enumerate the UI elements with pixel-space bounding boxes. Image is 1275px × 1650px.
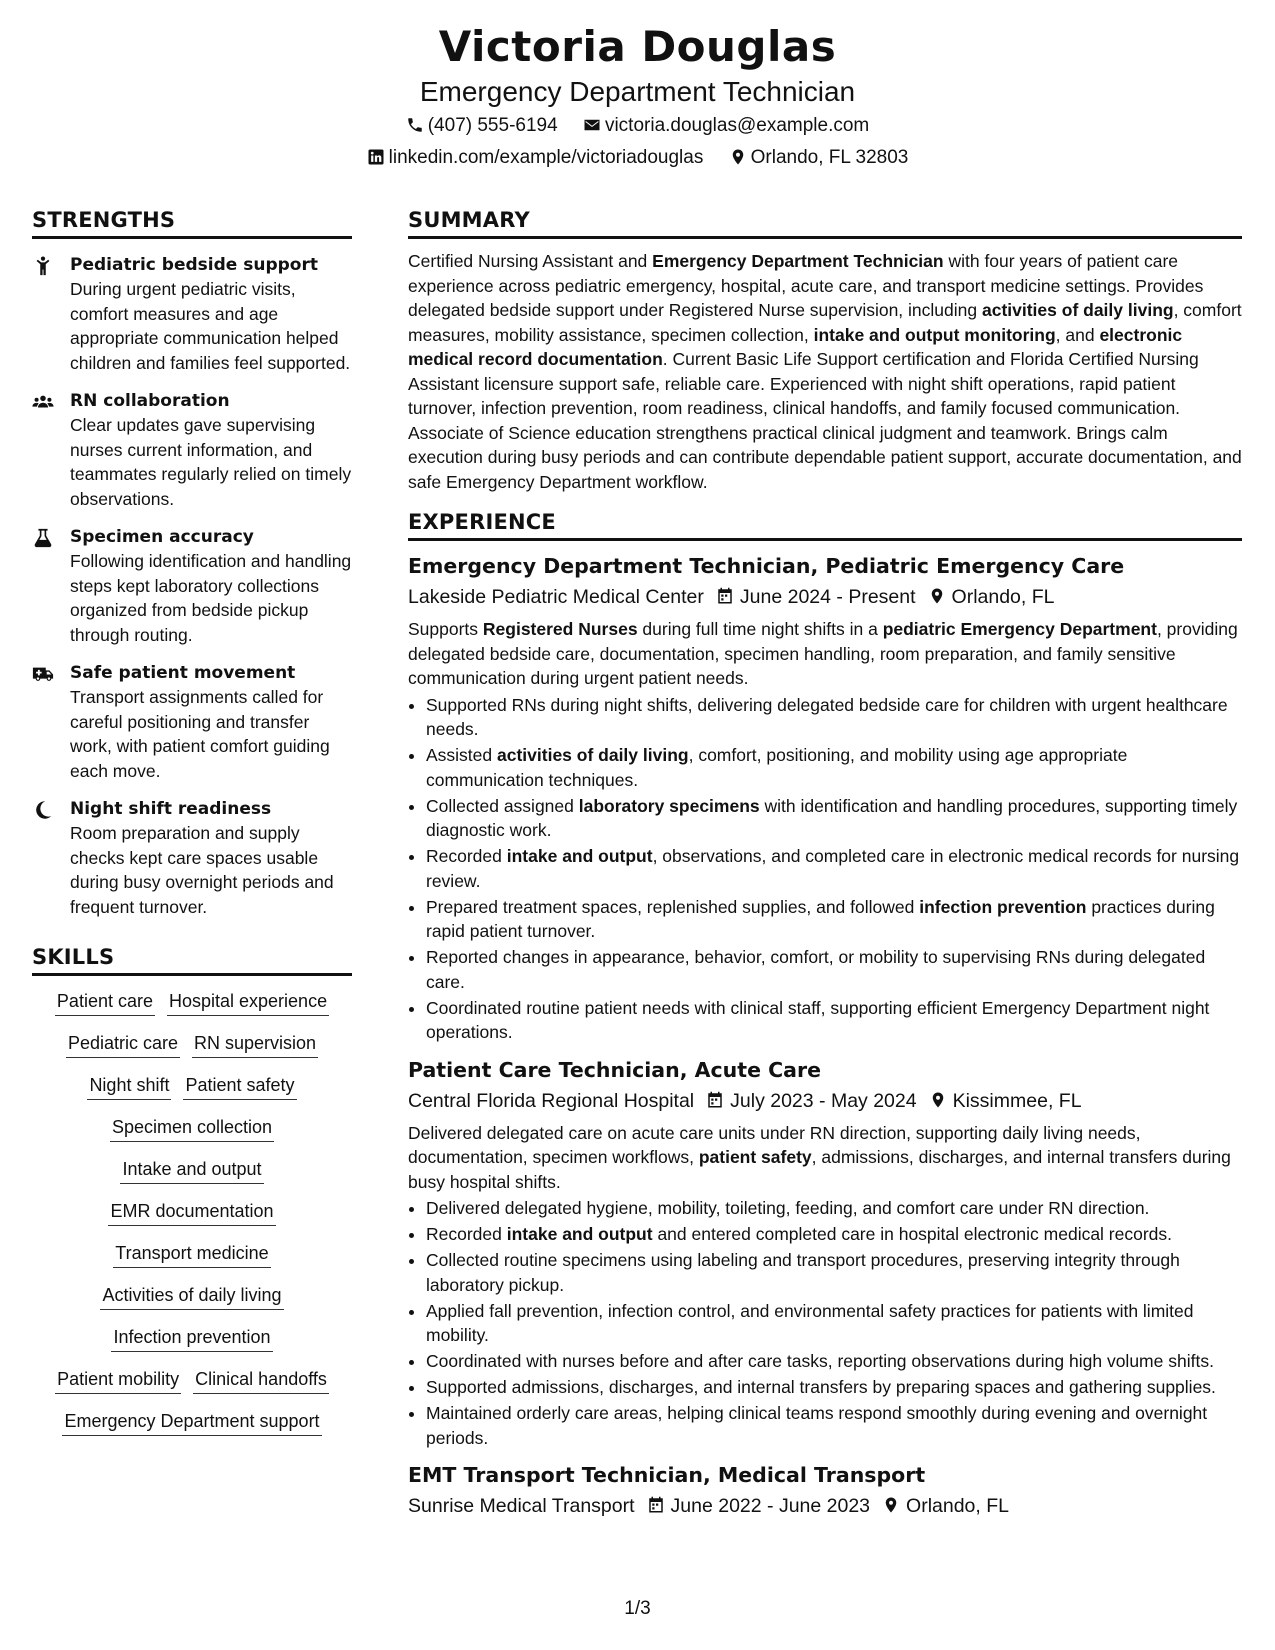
job-title: Patient Care Technician, Acute Care [408, 1057, 822, 1082]
job-description: Supports Registered Nurses during full time night shifts in a pediatric Emergency Department, providing delegated bedside care, documentation, specimen handling, room preparation, and family sensitive communication during urgent patient needs. [408, 619, 1238, 688]
strength-heading: Safe patient movement [70, 663, 296, 683]
bullet-item: • Recorded intake and output, observations, and completed care in electronic medical records for nursing review. [426, 844, 1242, 893]
job-bullets [408, 693, 1242, 1045]
job-employer: Sunrise Medical Transport [408, 1495, 635, 1517]
job-location: Kissimmee, FL [952, 1089, 1082, 1112]
job-title: EMT Transport Technician, Medical Transport [408, 1463, 926, 1487]
skill-tag: Activities of daily living [100, 1282, 283, 1310]
moon-icon [32, 799, 54, 821]
job-location: Orlando, FL [951, 586, 1055, 608]
bullet-item: • Supported RNs during night shifts, delivering delegated bedside care for children with urgent healthcare needs. [426, 693, 1242, 742]
email-contact[interactable] [583, 110, 869, 142]
skill-tag: Specimen collection [110, 1114, 274, 1142]
strength-item [32, 389, 352, 511]
job-meta [408, 1490, 1242, 1522]
page-number: 1/3 [624, 1598, 651, 1619]
team-icon [32, 391, 54, 413]
bullet-item: • Coordinated with nurses before and after care tasks, reporting observations during high volume shifts. [426, 1349, 1242, 1374]
bullet-item: • Recorded intake and output and entered completed care in hospital electronic medical records. [426, 1222, 1242, 1247]
skill-tag: Emergency Department support [62, 1408, 321, 1436]
job-meta [408, 1085, 1242, 1117]
left-column [32, 208, 352, 1450]
bullet-item: • Collected assigned laboratory specimens with identification and handling procedures, supporting timely diagnostic work. [426, 794, 1242, 843]
job-dates: July 2023 - May 2024 [730, 1089, 917, 1112]
skills-list [32, 988, 352, 1436]
bullet-item: • Delivered delegated hygiene, mobility, toileting, feeding, and comfort care under RN direction. [426, 1196, 1242, 1221]
calendar-icon [647, 1496, 665, 1514]
skill-tag: Night shift [87, 1072, 171, 1100]
skill-tag: Intake and output [120, 1156, 263, 1184]
bullet-item: • Applied fall prevention, infection control, and environmental safety practices for patients with limited mobility. [426, 1299, 1242, 1348]
job-dates: June 2024 - Present [739, 586, 916, 608]
job-entry [408, 1055, 1242, 1451]
linkedin-text: linkedin.com/example/victoriadouglas [388, 147, 704, 168]
envelope-icon [583, 116, 601, 134]
strength-item [32, 797, 352, 919]
skill-tag: Patient safety [183, 1072, 296, 1100]
bullet-item: • Prepared treatment spaces, replenished supplies, and followed infection prevention practices during rapid patient turnover. [426, 895, 1242, 944]
calendar-icon [716, 587, 734, 605]
contact-line-1 [0, 110, 1275, 142]
candidate-title: Emergency Department Technician [419, 76, 856, 107]
skill-tag: RN supervision [192, 1030, 318, 1058]
bullet-item: • Collected routine specimens using labeling and transport procedures, preserving integrity through laboratory pickup. [426, 1248, 1242, 1297]
experience-heading: EXPERIENCE [408, 510, 1242, 541]
location-contact [729, 142, 909, 174]
linkedin-icon [367, 148, 385, 166]
map-pin-icon [882, 1496, 900, 1514]
skill-tag: EMR documentation [108, 1198, 275, 1226]
skill-tag: Infection prevention [111, 1324, 272, 1352]
summary-text: Certified Nursing Assistant and Emergency Department Technician with four years of patient care experience across pediatric emergency, hospital, acute care, and transport medicine settings. Provides delegated bedside support under Registered Nurse supervision, including activities of daily living, comfort measures, mobility assistance, specimen collection, intake and output monitoring, and electronic medical record documentation. Current Basic Life Support certification and Florida Certified Nursing Assistant licensure support safe, reliable care. Experienced with night shift operations, rapid patient turnover, infection prevention, room readiness, clinical handoffs, and family focused communication. Associate of Science education strengthens practical clinical judgment and teamwork. Brings calm execution during busy periods and can contribute dependable patient support, accurate documentation, and safe Emergency Department workflow. [408, 251, 1242, 492]
strengths-heading: STRENGTHS [32, 208, 352, 239]
phone-contact [406, 110, 558, 142]
calendar-icon [706, 1091, 724, 1109]
job-bullets [408, 1196, 1242, 1450]
strength-text: Clear updates gave supervising nurses current information, and teammates regularly relied on timely observations. [70, 415, 352, 509]
bullet-item: • Supported admissions, discharges, and internal transfers by preparing spaces and gathering supplies. [426, 1375, 1242, 1400]
map-pin-icon [928, 587, 946, 605]
strength-text: Transport assignments called for careful positioning and transfer work, with patient comfort guiding each move. [70, 687, 330, 781]
flask-icon [32, 527, 54, 549]
skill-tag: Transport medicine [113, 1240, 270, 1268]
location-text: Orlando, FL 32803 [750, 147, 909, 168]
job-title: Emergency Department Technician, Pediatric Emergency Care [408, 554, 1125, 578]
bullet-item: • Assisted activities of daily living, comfort, positioning, and mobility using age appropriate communication techniques. [426, 743, 1242, 792]
resume-header [0, 20, 1275, 174]
linkedin-contact[interactable] [367, 142, 704, 174]
ambulance-icon [32, 663, 54, 685]
strength-heading: Pediatric bedside support [70, 255, 318, 275]
strength-item [32, 253, 352, 375]
skill-tag: Patient mobility [55, 1366, 181, 1394]
contact-line-2 [0, 142, 1275, 174]
job-dates: June 2022 - June 2023 [670, 1495, 871, 1517]
skills-heading: SKILLS [32, 945, 352, 976]
job-location: Orlando, FL [906, 1495, 1009, 1517]
phone-text: (407) 555-6194 [427, 115, 558, 136]
skill-tag: Pediatric care [66, 1030, 180, 1058]
strength-item [32, 525, 352, 647]
strength-text: Room preparation and supply checks kept care spaces usable during busy overnight periods and frequent turnover. [70, 823, 334, 917]
strength-heading: Night shift readiness [70, 799, 272, 819]
job-employer: Central Florida Regional Hospital [408, 1089, 695, 1112]
child-icon [32, 255, 54, 277]
skill-tag: Clinical handoffs [193, 1366, 329, 1394]
map-pin-icon [729, 148, 747, 166]
strength-text: Following identification and handling steps kept laboratory collections organized from bedside pickup through routing. [70, 551, 352, 645]
skill-tag: Hospital experience [167, 988, 329, 1016]
right-column [408, 208, 1242, 1522]
phone-icon [406, 116, 424, 134]
map-pin-icon [929, 1091, 947, 1109]
summary-heading: SUMMARY [408, 208, 1242, 239]
job-meta [408, 581, 1242, 613]
strength-item [32, 661, 352, 783]
strength-text: During urgent pediatric visits, comfort measures and age appropriate communication helped children and families feel supported. [70, 279, 351, 373]
bullet-item: • Reported changes in appearance, behavior, comfort, or mobility to supervising RNs during delegated care. [426, 945, 1242, 994]
job-entry [408, 551, 1242, 1045]
candidate-name: Victoria Douglas [438, 22, 837, 71]
skill-tag: Patient care [55, 988, 155, 1016]
job-entry [408, 1460, 1242, 1522]
job-description: Delivered delegated care on acute care units under RN direction, supporting daily living needs, documentation, specimen workflows, patient safety, admissions, discharges, and internal transfers during busy hospital shifts. [408, 1122, 1231, 1192]
job-employer: Lakeside Pediatric Medical Center [408, 586, 704, 608]
email-text: victoria.douglas@example.com [604, 115, 870, 136]
strength-heading: Specimen accuracy [70, 527, 254, 547]
bullet-item: • Maintained orderly care areas, helping clinical teams respond smoothly during evening and overnight periods. [426, 1401, 1242, 1450]
strength-heading: RN collaboration [70, 391, 230, 411]
bullet-item: • Coordinated routine patient needs with clinical staff, supporting efficient Emergency Department night operations. [426, 996, 1242, 1045]
